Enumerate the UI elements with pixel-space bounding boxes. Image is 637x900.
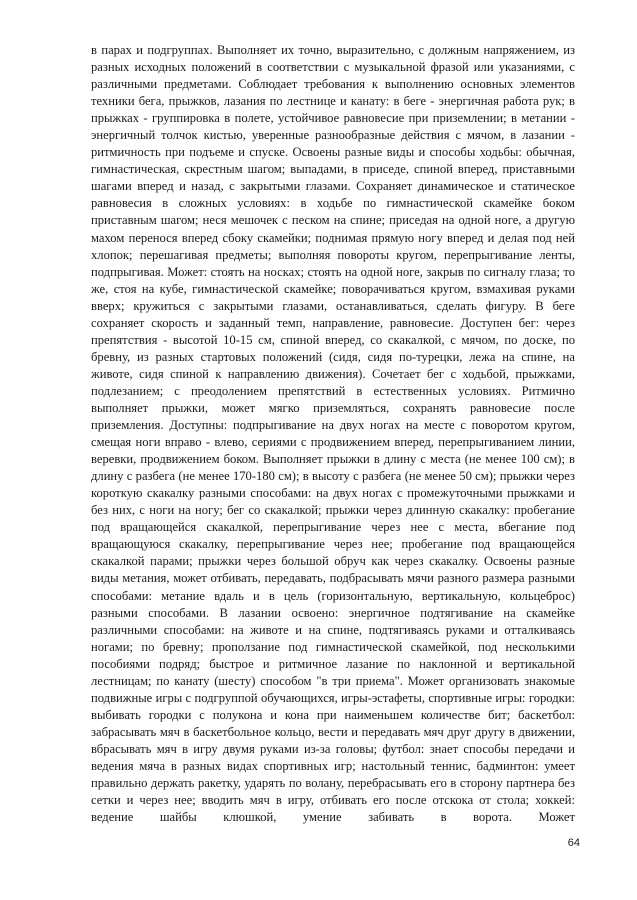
page-number: 64 <box>567 837 580 849</box>
body-paragraph: в парах и подгруппах. Выполняет их точно, выразительно, с должным напряжением, из разных исходных положений в соответствии с музыкальной фразой или указаниями, с различными предметами. Соблюдает требования к выполнению основных элементов техники бега, прыжков, лазания по лестнице и канату: в беге - энергичная работа рук; в прыжках - группировка в полете, устойчивое равновесие при приземлении; в метании - энергичный толчок кистью, уверенные разнообразные действия с мячом, в лазании - ритмичность при подъеме и спуске. Освоены разные виды и способы ходьбы: обычная, гимнастическая, скрестным шагом; выпадами, в приседе, спиной вперед, приставными шагами вперед и назад, с закрытыми глазами. Сохраняет динамическое и статическое равновесия в сложных условиях: в ходьбе по гимнастической скамейке боком приставным шагом; неся мешочек с песком на спине; приседая на одной ноге, а другую махом перенося вперед сбоку скамейки; поднимая прямую ногу вперед и делая под ней хлопок; перешагивая предметы; выполняя повороты кругом, перепрыгивание ленты, подпрыгивая. Может: стоять на носках; стоять на одной ноге, закрыв по сигналу глаза; то же, стоя на кубе, гимнастической скамейке; поворачиваться кругом, взмахивая руками вверх; кружиться с закрытыми глазами, останавливаться, сделать фигуру. В беге сохраняет скорость и заданный темп, направление, равновесие. Доступен бег: через препятствия - высотой 10-15 см, спиной вперед, со скакалкой, с мячом, по доске, по бревну, из разных стартовых положений (сидя, сидя по-турецки, лежа на спине, на животе, сидя спиной к направлению движения). Сочетает бег с ходьбой, прыжками, подлезанием; с преодолением препятствий в естественных условиях. Ритмично выполняет прыжки, может мягко приземляться, сохранять равновесие после приземления. Доступны: подпрыгивание на двух ногах на месте с поворотом кругом, смещая ноги вправо - влево, сериями с продвижением вперед, перепрыгиванием линии, веревки, продвижением боком. Выполняет прыжки в длину с места (не менее 100 см); в длину с разбега (не менее 170-180 см); в высоту с разбега (не менее 50 см); прыжки через короткую скакалку разными способами: на двух ногах с промежуточными прыжками и без них, с ноги на ногу; бег со скакалкой; прыжки через длинную скакалку: пробегание под вращающейся скакалкой, перепрыгивание через нее с места, вбегание под вращающуюся скакалку, перепрыгивание через нее; пробегание под вращающейся скакалкой парами; прыжки через большой обруч как через скакалку. Освоены разные виды метания, может отбивать, передавать, подбрасывать мячи разного размера разными способами: метание вдаль и в цель (горизонтальную, вертикальную, кольцеброс) разными способами. В лазании освоено: энергичное подтягивание на скамейке различными способами: на животе и на спине, подтягиваясь руками и отталкиваясь ногами; по бревну; проползание под гимнастической скамейкой, под несколькими пособиями подряд; быстрое и ритмичное лазание по наклонной и вертикальной лестницам; по канату (шесту) способом "в три приема". Может организовать знакомые подвижные игры с подгруппой обучающихся, игры-эстафеты, спортивные игры: городки: выбивать городки с полукона и кона при наименьшем количестве бит; баскетбол: забрасывать мяч в баскетбольное кольцо, вести и передавать мяч друг другу в движении, вбрасывать мяч в игру двумя руками из-за головы; футбол: знает способы передачи и ведения мяча в разных видах спортивных игр; настольный теннис, бадминтон: умеет правильно держать ракетку, ударять по волану, перебрасывать его в сторону партнера без сетки и через нее; вводить мяч в игру, отбивать его после отскока от стола; хоккей: ведение шайбы клюшкой, умение забивать в ворота. Может <box>91 43 575 825</box>
